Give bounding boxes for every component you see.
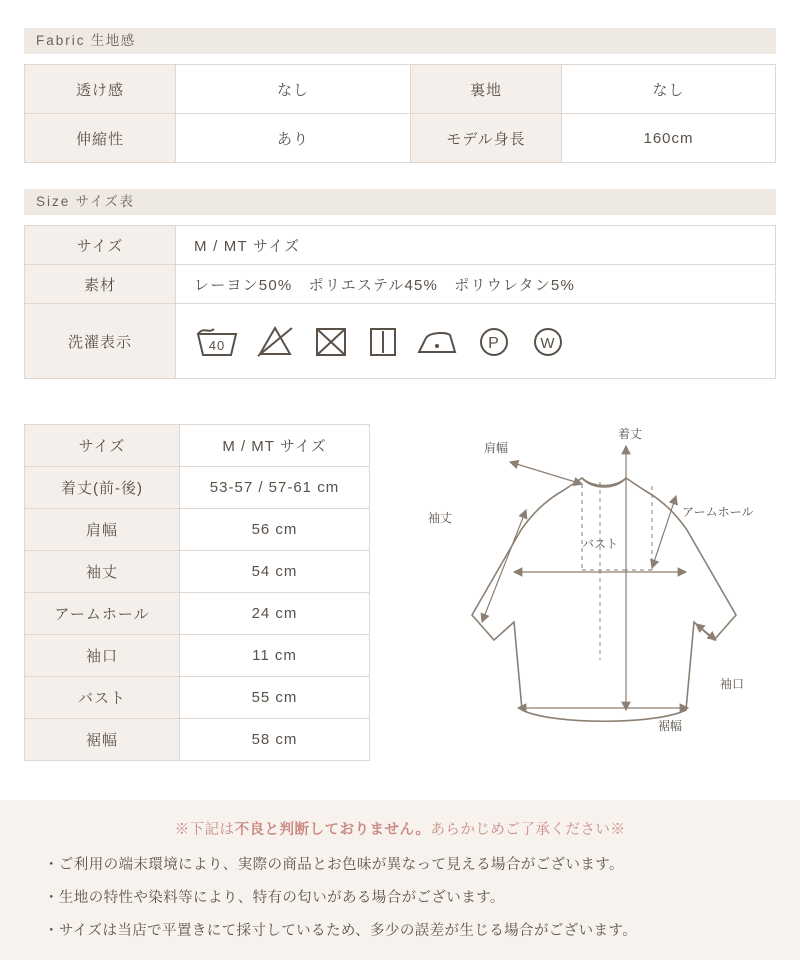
table-row [25, 304, 776, 379]
meas-row-4-value: 11 cm [180, 635, 370, 677]
meas-row-3-label: アームホール [25, 593, 180, 635]
table-row [25, 635, 370, 677]
measurement-table-wrap [24, 424, 370, 761]
table-row [25, 114, 776, 163]
table-row [25, 265, 776, 304]
meas-row-4-label: 袖口 [25, 635, 180, 677]
table-row [25, 226, 776, 265]
meas-row-2-value: 54 cm [180, 551, 370, 593]
meas-row-5-value: 55 cm [180, 677, 370, 719]
meas-header-label: サイズ [25, 425, 180, 467]
meas-row-6-label: 裾幅 [25, 719, 180, 761]
table-row [25, 467, 370, 509]
svg-text:W: W [540, 335, 556, 352]
diagram-label-length: 着丈 [617, 427, 643, 441]
meas-row-0-label: 着丈(前-後) [25, 467, 180, 509]
size-section-label-jp: サイズ表 [70, 194, 135, 209]
wet-clean-w-icon [528, 322, 568, 360]
meas-header-value: M / MT サイズ [180, 425, 370, 467]
fabric-row-1-value2: 160cm [562, 114, 776, 163]
fabric-row-1-label1: 伸縮性 [25, 114, 176, 163]
size-section-label-en: Size [36, 194, 71, 209]
notice-line-0: ・ご利用の端末環境により、実際の商品とお色味が異なって見える場合がございます。 [44, 857, 624, 873]
diagram-label-shoulder: 肩幅 [483, 441, 509, 455]
fabric-section-header [24, 28, 776, 54]
meas-row-1-value: 56 cm [180, 509, 370, 551]
wash-label: 洗濯表示 [25, 304, 176, 379]
size-row-0-label: サイズ [25, 226, 176, 265]
size-row-1-label: 素材 [25, 265, 176, 304]
dry-clean-p-icon [474, 322, 514, 360]
fabric-table [24, 64, 776, 163]
fabric-row-1-label2: モデル身長 [411, 114, 562, 163]
size-row-1-value: レーヨン50% ポリエステル45% ポリウレタン5% [176, 265, 776, 304]
no-bleach-icon [254, 322, 296, 360]
notice-line-1: ・生地の特性や染料等により、特有の匂いがある場合がございます。 [44, 890, 505, 906]
table-row [25, 65, 776, 114]
notice-title [24, 818, 776, 839]
diagram-label-cuff: 袖口 [720, 677, 745, 691]
table-row [25, 425, 370, 467]
meas-row-3-value: 24 cm [180, 593, 370, 635]
svg-text:40: 40 [208, 338, 226, 353]
fabric-row-0-label2: 裏地 [411, 65, 562, 114]
diagram-label-sleeve: 袖丈 [428, 511, 453, 525]
garment-measurement-diagram [386, 410, 780, 750]
measurement-table [24, 424, 370, 761]
notice-line-2: ・サイズは当店で平置きにて採寸しているため、多少の誤差が生じる場合がございます。 [44, 923, 638, 939]
meas-row-6-value: 58 cm [180, 719, 370, 761]
meas-row-5-label: バスト [25, 677, 180, 719]
size-row-0-value: M / MT サイズ [176, 226, 776, 265]
notice-title-strong: 不良と判断しておりません。 [234, 822, 431, 838]
notice-title-suffix: あらかじめご了承ください※ [430, 822, 626, 838]
fabric-row-0-label1: 透け感 [25, 65, 176, 114]
fabric-row-1-value1: あり [176, 114, 411, 163]
fabric-section-label-jp: 生地感 [85, 33, 136, 48]
notice-block [0, 800, 800, 960]
fabric-row-0-value2: なし [562, 65, 776, 114]
notice-title-prefix: ※下記は [174, 822, 235, 838]
diagram-label-armhole: アームホール [682, 505, 754, 519]
table-row [25, 551, 370, 593]
meas-row-2-label: 袖丈 [25, 551, 180, 593]
svg-text:P: P [488, 335, 500, 352]
size-table [24, 225, 776, 379]
iron-low-icon [414, 322, 460, 360]
table-row [25, 593, 370, 635]
diagram-label-hem: 裾幅 [658, 719, 683, 733]
meas-row-0-value: 53-57 / 57-61 cm [180, 467, 370, 509]
fabric-section-label-en: Fabric [36, 33, 86, 48]
drip-dry-line-icon [366, 322, 400, 360]
wash-tub-40-icon [194, 322, 240, 360]
table-row [25, 677, 370, 719]
wash-icons-cell [176, 304, 776, 379]
meas-row-1-label: 肩幅 [25, 509, 180, 551]
fabric-row-0-value1: なし [176, 65, 411, 114]
size-section-header [24, 189, 776, 215]
table-row [25, 719, 370, 761]
diagram-label-bust: バスト [581, 537, 619, 551]
no-tumble-dry-icon [310, 322, 352, 360]
table-row [25, 509, 370, 551]
